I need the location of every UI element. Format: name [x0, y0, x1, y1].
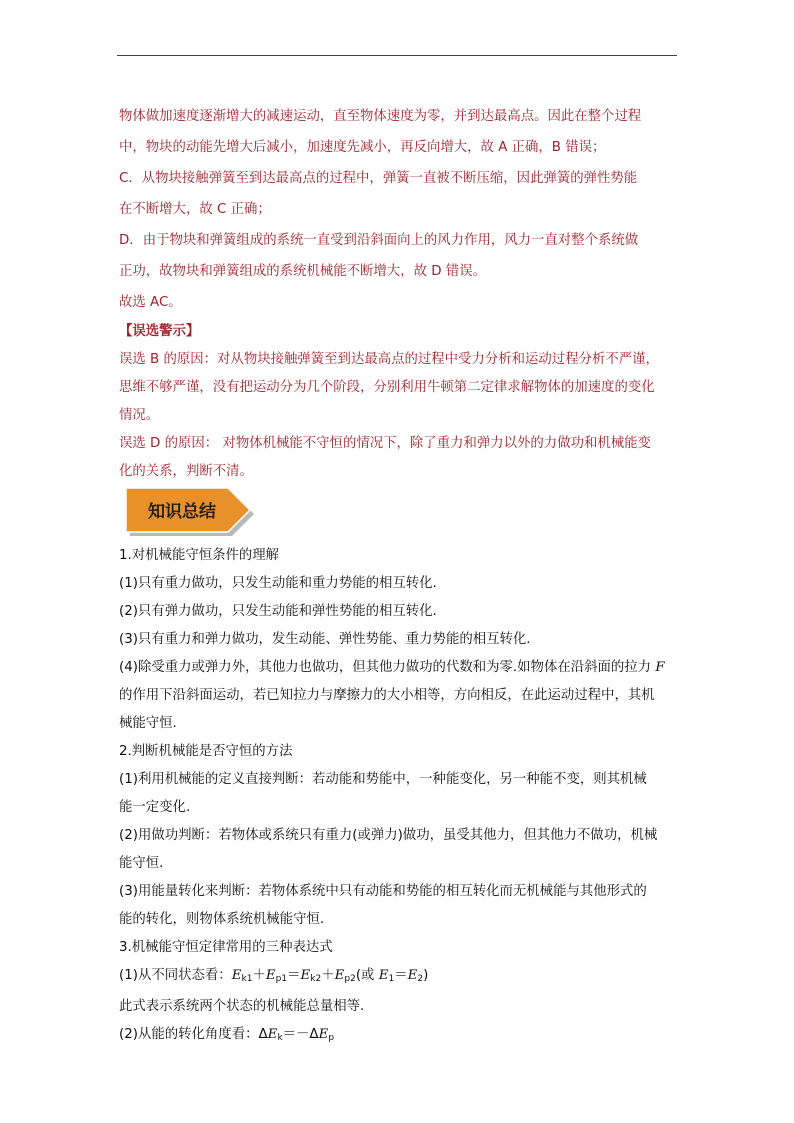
formula-line [119, 1021, 679, 1052]
summary-item: (3)用能量转化来判断：若物体系统中只有动能和势能的相互转化而无机械能与其他形式的 [119, 884, 647, 899]
warning-line: 化的关系，判断不清。 [119, 464, 253, 479]
summary-item-continued: 的作用下沿斜面运动，若已知拉力与摩擦力的大小相等，方向相反，在此运动过程中，其机 [119, 688, 655, 703]
summary-item-continued: 械能守恒. [119, 716, 177, 731]
energy-symbol: E [231, 968, 242, 983]
equals-sign: ＝ [282, 1027, 297, 1042]
summary-item: 此式表示系统两个状态的机械能总量相等. [119, 999, 365, 1014]
badge-label: 知识总结 [148, 502, 216, 522]
formula-alt-open: (或 [355, 968, 379, 983]
warning-line: 思维不够严谨，没有把运动分为几个阶段，分别利用牛顿第二定律求解物体的加速度的变化 [119, 380, 655, 395]
header-rule [117, 55, 677, 56]
analysis-line: 正功，故物块和弹簧组成的系统机械能不断增大，故 D 错误。 [119, 264, 486, 279]
knowledge-summary [119, 542, 679, 1052]
energy-symbol: E [267, 1027, 278, 1042]
warning-line: 情况。 [119, 408, 160, 423]
analysis-line: 中，物块的动能先增大后减小，加速度先减小，再反向增大，故 A 正确，B 错误； [119, 140, 606, 155]
summary-item: (1)只有重力做功，只发生动能和重力势能的相互转化. [119, 576, 437, 591]
subscript: 1 [388, 974, 395, 984]
summary-item: (3)只有重力和弹力做功，发生动能、弹性势能、重力势能的相互转化. [119, 632, 531, 647]
formula-alt-close: ) [423, 968, 429, 983]
energy-symbol: E [318, 1027, 329, 1042]
energy-symbol: E [407, 968, 418, 983]
analysis-line: 在不断增大，故 C 正确； [119, 202, 271, 217]
subscript: k [277, 1033, 283, 1043]
analysis-line: C．从物块接触弹簧至到达最高点的过程中，弹簧一直被不断压缩，因此弹簧的弹性势能 [119, 171, 638, 186]
summary-item-continued: 能守恒. [119, 856, 164, 871]
formula-prefix: (2)从能的转化角度看： [119, 1027, 259, 1042]
summary-item-text: (4)除受重力或弹力外，其他力也做功，但其他力做功的代数和为零.如物体在沿斜面的拉力 [119, 660, 652, 675]
summary-item-continued: 能一定变化. [119, 800, 191, 815]
warning-title: 【误选警示】 [119, 324, 200, 339]
summary-item: (2)只有弹力做功，只发生动能和弹性势能的相互转化. [119, 604, 437, 619]
equals-sign: ＝ [394, 968, 408, 983]
summary-item: (1)利用机械能的定义直接判断：若动能和势能中，一种能变化，另一种能不变，则其机械 [119, 772, 647, 787]
section-heading: 2.判断机械能是否守恒的方法 [119, 744, 293, 759]
equals-sign: ＝ [287, 968, 301, 983]
section-heading: 1.对机械能守恒条件的理解 [119, 548, 280, 563]
analysis-section [119, 101, 679, 318]
summary-item [119, 654, 679, 682]
section-heading: 3.机械能守恒定律常用的三种表达式 [119, 940, 333, 955]
subscript: k1 [241, 974, 253, 984]
warning-line: 误选 D 的原因： 对物体机械能不守恒的情况下，除了重力和弹力以外的力做功和机械能变 [119, 436, 651, 451]
energy-symbol: E [265, 968, 276, 983]
energy-symbol: E [334, 968, 345, 983]
warning-section [119, 318, 679, 486]
energy-symbol: E [300, 968, 311, 983]
energy-symbol: E [378, 968, 389, 983]
warning-line: 误选 B 的原因：对从物块接触弹簧至到达最高点的过程中受力分析和运动过程分析不严谨， [119, 352, 659, 367]
summary-item-continued: 能的转化，则物体系统机械能守恒. [119, 912, 325, 927]
subscript: p [328, 1033, 335, 1043]
analysis-line: D．由于物块和弹簧组成的系统一直受到沿斜面向上的风力作用，风力一直对整个系统做 [119, 233, 639, 248]
delta-sign: Δ [258, 1027, 268, 1042]
analysis-line: 故选 AC。 [119, 295, 182, 310]
subscript: k2 [310, 974, 322, 984]
analysis-line: 物体做加速度逐渐增大的减速运动，直至物体速度为零，并到达最高点。因此在整个过程 [119, 109, 642, 124]
plus-sign: ＋ [321, 968, 335, 983]
plus-sign: ＋ [252, 968, 266, 983]
minus-delta-sign: －Δ [296, 1027, 319, 1042]
summary-item: (2)用做功判断：若物体或系统只有重力(或弹力)做功，虽受其他力，但其他力不做功，机械 [119, 828, 658, 843]
subscript: p2 [344, 974, 356, 984]
formula-prefix: (1)从不同状态看： [119, 968, 232, 983]
formula-line [119, 962, 679, 993]
subscript: 2 [417, 974, 424, 984]
knowledge-summary-badge [126, 488, 256, 536]
subscript: p1 [275, 974, 288, 984]
force-variable: F [655, 660, 665, 675]
